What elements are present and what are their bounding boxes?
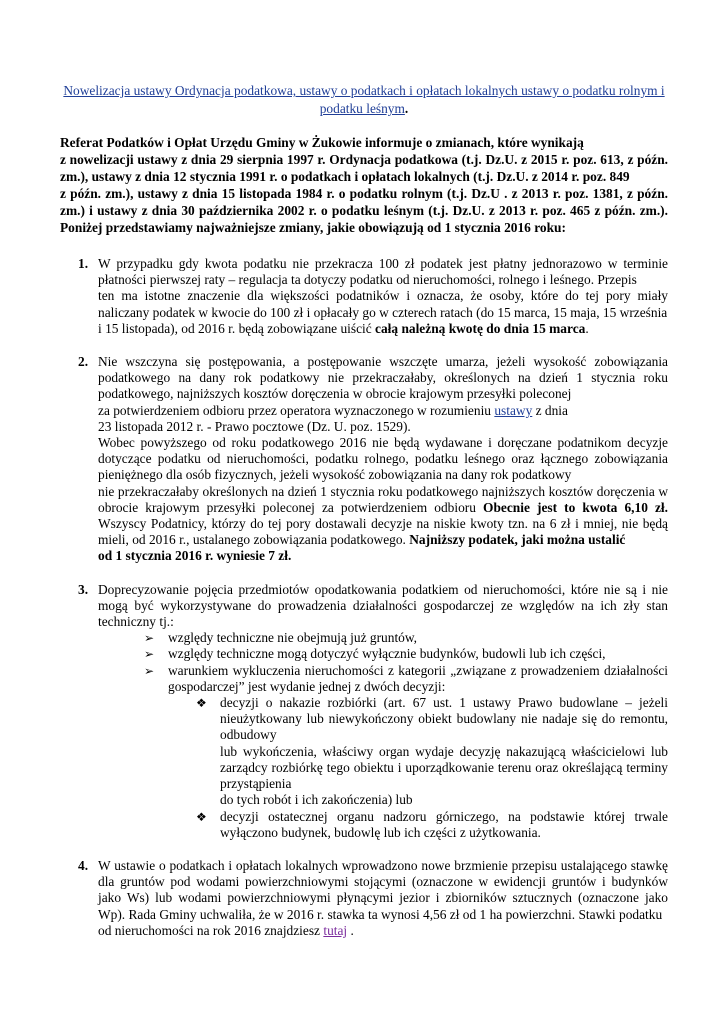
list-item-3 bbox=[60, 582, 668, 841]
item-text bbox=[98, 923, 668, 939]
list-item-4 bbox=[60, 858, 668, 939]
diamond-list-item bbox=[196, 809, 668, 841]
document-title bbox=[60, 82, 668, 118]
diamond-text: decyzji ostatecznej organu nadzoru górniczego, na podstawie której trwale wyłączono budynek, budowlę lub ich części z użytkowania. bbox=[220, 808, 668, 840]
item-number: 1. bbox=[78, 256, 89, 271]
diamond-text: decyzji o nakazie rozbiórki (art. 67 ust. 1 ustawy Prawo budowlane – jeżeli nieużytkowany lub niewykończony obiekt budowlany nie nadaje się do remontu, odbudowy bbox=[220, 695, 668, 743]
item-text: 23 listopada 2012 r. - Prawo pocztowe (Dz. U. poz. 1529). bbox=[98, 418, 411, 434]
tutaj-link[interactable]: tutaj bbox=[323, 922, 348, 938]
intro-line: z późn. zm.), ustawy z dnia 15 listopada 1984 r. o podatku rolnym (t.j. Dz.U . z 2013 r. poz. 1381, z późn. zm.) i ustawy z dnia 30 października 2002 r. o podatku leśnym (t.j. Dz.U. z 2013 r. poz. 465 z późn. zm.). Poniżej przedstawiamy najważniejsze zmiany, jakie obowiązują od 1 stycznia 2016 roku: bbox=[60, 186, 668, 235]
arrow-item-text: względy techniczne nie obejmują już gruntów, bbox=[168, 630, 418, 646]
item-text: Wobec powyższego od roku podatkowego 2016 nie będą wydawane i doręczane podatnikom decyzje dotyczące podatku od nieruchomości, podatku rolnego, podatku leśnego oraz łącznego zobowiązania pieniężnego dla osób fizycznych, jeżeli wysokość zobowiązania na dany rok podatkowy bbox=[98, 435, 668, 483]
arrow-bullet-icon: ➢ bbox=[144, 647, 155, 662]
text-span: nie przekraczałaby określonych na dzień 1 stycznia roku podatkowego najniższych kosztów doręczenia w obrocie krajowym przesyłki poleconej za potwierdzeniem odbioru bbox=[98, 483, 668, 515]
diamond-bullet-icon: ❖ bbox=[196, 696, 207, 711]
arrow-item-text: warunkiem wykluczenia nieruchomości z kategorii „związane z prowadzeniem działalności gospodarczej” jest wydanie jednej z dwóch decyzji: bbox=[168, 662, 668, 694]
intro-line: Referat Podatków i Opłat Urzędu Gminy w Żukowie informuje o zmianach, które wynikają bbox=[60, 135, 584, 150]
text-span: . bbox=[585, 320, 589, 336]
item-text: W przypadku gdy kwota podatku nie przekracza 100 zł podatek jest płatny jednorazowo w terminie płatności pierwszej raty – regulacja ta dotyczy podatku od nieruchomości, rolnego i leśnego. Przepis bbox=[98, 256, 668, 288]
item-text: Nie wszczyna się postępowania, a postępowanie wszczęte umarza, jeżeli wysokość zobowiązania podatkowego na dany rok podatkowy nie przekraczałaby, określonych na dzień 1 stycznia roku podatkowego, najniższych kosztów doręczenia w obrocie krajowym przesyłki poleconej bbox=[98, 354, 668, 402]
diamond-bullet-icon: ❖ bbox=[196, 809, 207, 824]
title-period: . bbox=[404, 101, 409, 116]
item-text bbox=[98, 484, 668, 549]
text-span: z dnia bbox=[532, 402, 568, 418]
arrow-list-item bbox=[144, 646, 668, 662]
text-span: od nieruchomości na rok 2016 znajdziesz bbox=[98, 922, 324, 938]
item-text bbox=[98, 321, 668, 337]
intro-line: z nowelizacji ustawy z dnia 29 sierpnia 1997 r. Ordynacja podatkowa (t.j. Dz.U. z 2015 r. poz. 613, z późn. zm.), ustawy z dnia 12 stycznia 1991 r. o podatkach i opłatach lokalnych (t.j. Dz.U. z 2014 r. poz. 849 bbox=[60, 152, 668, 184]
item-text: ten ma istotne znaczenie dla większości podatników i oznacza, że osoby, które do tej pory miały naliczany podatek w kwocie do 100 zł i opłacały go w czterech ratach (do 15 marca, 15 maja, 15 września bbox=[98, 288, 668, 320]
diamond-text: lub wykończenia, właściwy organ wydaje decyzję nakazującą właścicielowi lub zarządcy rozbiórkę tego obiektu i uporządkowanie terenu oraz określającą terminy przystąpienia bbox=[220, 743, 668, 792]
text-span: i 15 listopada), od 2016 r. będą zobowiązane uiścić bbox=[98, 320, 376, 336]
item-text: Doprecyzowanie pojęcia przedmiotów opodatkowania podatkiem od nieruchomości, które nie są i nie mogą być wykorzystywane do prowadzenia działalności gospodarczej ze względów na ich zły stan techniczny tj.: bbox=[98, 581, 668, 630]
text-span: . bbox=[347, 922, 354, 938]
bold-text: od 1 stycznia 2016 r. wyniesie 7 zł. bbox=[98, 548, 292, 564]
arrow-bullet-icon: ➢ bbox=[144, 663, 155, 678]
intro-paragraph bbox=[60, 134, 668, 236]
arrow-list bbox=[98, 630, 668, 841]
item-text bbox=[98, 403, 668, 419]
document-page bbox=[60, 82, 668, 956]
text-span: za potwierdzeniem odbioru przez operatora wyznaczonego w rozumieniu bbox=[98, 402, 495, 418]
arrow-bullet-icon: ➢ bbox=[144, 631, 155, 646]
bold-text: Najniższy podatek, jaki można ustalić bbox=[409, 532, 626, 548]
diamond-list-item bbox=[196, 695, 668, 808]
arrow-list-item bbox=[144, 663, 668, 841]
item-text bbox=[98, 548, 668, 564]
arrow-item-text: względy techniczne mogą dotyczyć wyłącznie budynków, budowli lub ich części, bbox=[168, 646, 606, 662]
changes-list bbox=[60, 256, 668, 939]
title-link[interactable]: Nowelizacja ustawy Ordynacja podatkowa, ustawy o podatkach i opłatach lokalnych ustawy o podatku rolnym i podatku leśnym bbox=[63, 83, 665, 116]
item-number: 2. bbox=[78, 354, 89, 370]
bold-text: Obecnie jest to kwota 6,10 zł. bbox=[483, 499, 668, 515]
arrow-list-item bbox=[144, 630, 668, 646]
diamond-list bbox=[168, 695, 668, 841]
diamond-text: do tych robót i ich zakończenia) lub bbox=[220, 792, 413, 808]
item-number: 3. bbox=[78, 581, 89, 597]
text-span: Wszyscy Podatnicy, którzy do tej pory dostawali decyzje na niskie kwoty tzn. na 6 zł i mniej, nie będą mieli, od 2016 r., ustalanego zobowiązania podatkowego. bbox=[98, 516, 668, 548]
item-text: W ustawie o podatkach i opłatach lokalnych wprowadzono nowe brzmienie przepisu ustalającego stawkę dla gruntów pod wodami powierzchniowymi stojącymi (oznaczone w ewidencji gruntów i budynków jako Ws) lub wodami powierzchniowymi płynącymi jezior i zbiorników sztucznych (oznaczone jako Wp). Rada Gminy uchwaliła, że w 2016 r. stawka ta wynosi 4,56 zł od 1 ha powierzchni. Stawki podatku bbox=[98, 857, 668, 922]
list-item-1 bbox=[60, 256, 668, 337]
item-number: 4. bbox=[78, 857, 89, 873]
ustawy-link[interactable]: ustawy bbox=[494, 402, 533, 418]
list-item-2 bbox=[60, 354, 668, 565]
bold-text: całą należną kwotę do dnia 15 marca bbox=[375, 320, 586, 336]
